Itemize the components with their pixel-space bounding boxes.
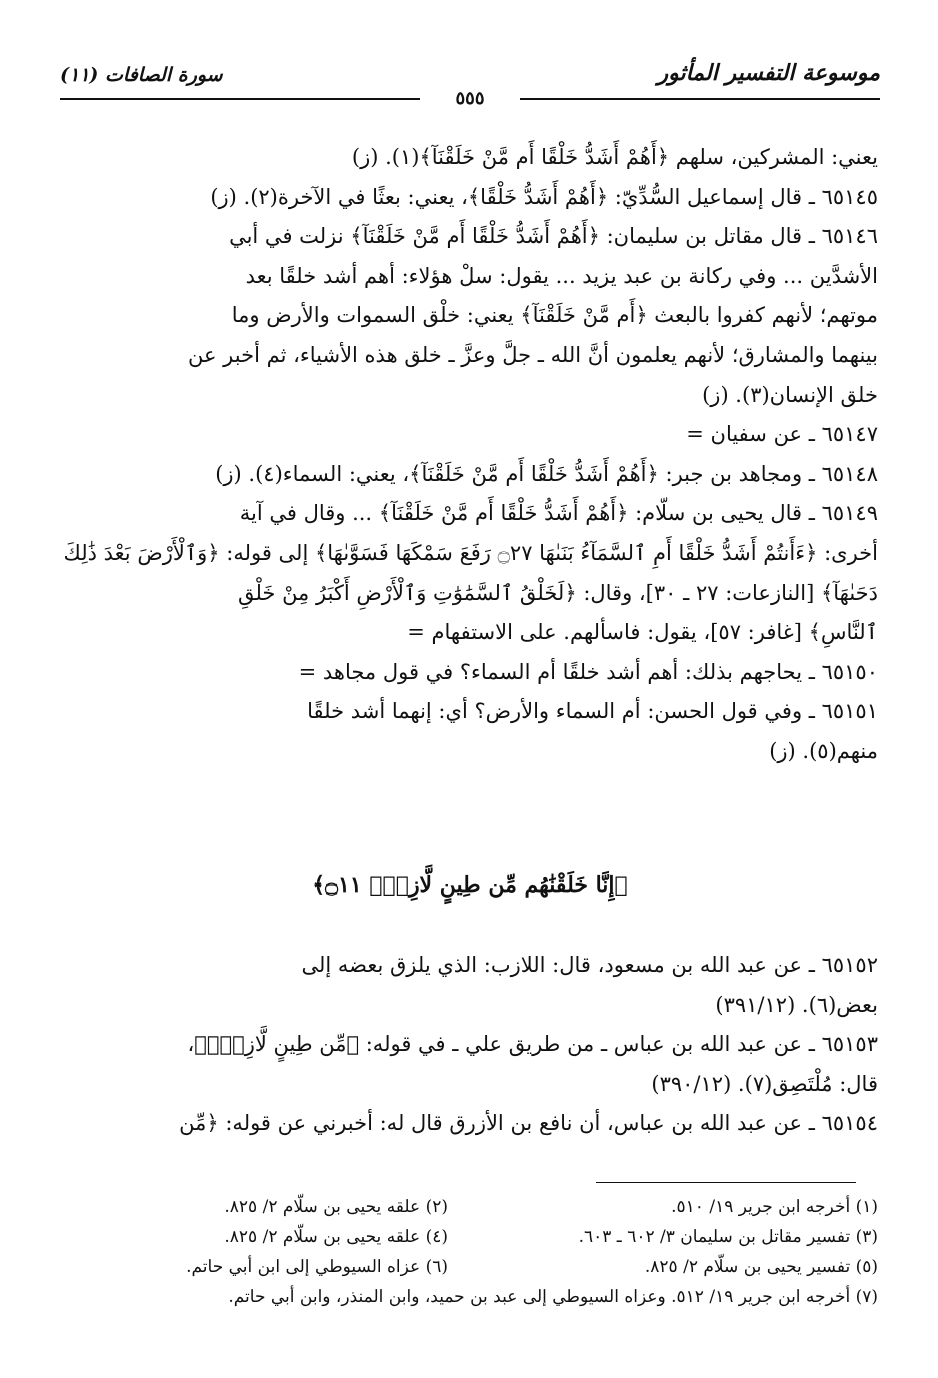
footnote-separator bbox=[596, 1182, 856, 1183]
footnote: (٦) عزاه السيوطي إلى ابن أبي حاتم. bbox=[186, 1257, 448, 1277]
text-line: ٱلنَّاسِ﴾ [غافر: ٥٧]، يقول: فاسألهم. على الاستفهام = bbox=[407, 620, 878, 645]
verse-heading: ﴿إِنَّا خَلَقْنَٰهُم مِّن طِينٍ لَّازِبٍۭ ۝١١﴾ bbox=[312, 872, 628, 898]
footnote: (٤) علقه يحيى بن سلّام ٢/ ٨٢٥. bbox=[224, 1227, 448, 1247]
surah-title: سورة الصافات (١١) bbox=[60, 64, 223, 86]
footnote-row bbox=[62, 1252, 878, 1282]
page-header bbox=[60, 58, 880, 109]
text-line: بعض(٦). (٣٩١/١٢) bbox=[715, 992, 878, 1017]
text-line: دَحَىٰهَآ﴾ [النازعات: ٢٧ ـ ٣٠]، وقال: ﴿لَخَلْقُ ٱلسَّمَٰوَٰتِ وَٱلْأَرْضِ أَكْبَرُ مِنْ خَلْقِ bbox=[237, 580, 878, 605]
text-line: قال: مُلْتَصِق(٧). (٣٩٠/١٢) bbox=[651, 1071, 878, 1096]
text-line: ٦٥١٥١ ـ وفي قول الحسن: أم السماء والأرض؟ أي: إنهما أشد خلقًا bbox=[307, 699, 878, 724]
footnote-row bbox=[62, 1192, 878, 1222]
text-line: خلق الإنسان(٣). (ز) bbox=[702, 382, 878, 407]
text-line: ٦٥١٥٣ ـ عن عبد الله بن عباس ـ من طريق علي ـ في قوله: ﴿مِّن طِينٍ لَّازِبٍۭ﴾، bbox=[187, 1032, 878, 1057]
text-line: الأشدَّين ... وفي ركانة بن عبد يزيد ... يقول: سلْ هؤلاء: أهم أشد خلقًا بعد bbox=[245, 263, 878, 288]
text-line: بينهما والمشارق؛ لأنهم يعلمون أنَّ الله ـ جلَّ وعزَّ ـ خلق هذه الأشياء، ثم أخبر عن bbox=[187, 342, 878, 367]
text-line: ٦٥١٤٩ ـ قال يحيى بن سلّام: ﴿أَهُمْ أَشَدُّ خَلْقًا أَم مَّنْ خَلَقْنَآ﴾ ... وقال في آية bbox=[239, 501, 878, 526]
main-text bbox=[62, 138, 878, 772]
text-line: موتهم؛ لأنهم كفروا بالبعث ﴿أَم مَّنْ خَلَقْنَآ﴾ يعني: خلْق السموات والأرض وما bbox=[231, 303, 878, 328]
footnote-row bbox=[62, 1222, 878, 1252]
footnote: (٣) تفسير مقاتل بن سليمان ٣/ ٦٠٢ ـ ٦٠٣. bbox=[578, 1227, 878, 1247]
footnote: (٥) تفسير يحيى بن سلّام ٢/ ٨٢٥. bbox=[644, 1257, 878, 1277]
text-line: يعني: المشركين، سلهم ﴿أَهُمْ أَشَدُّ خَلْقًا أَم مَّنْ خَلَقْنَآ﴾(١). (ز) bbox=[351, 145, 878, 169]
text-line: ٦٥١٤٧ ـ عن سفيان = bbox=[686, 422, 878, 447]
footnote: (٧) أخرجه ابن جرير ١٩/ ٥١٢. وعزاه السيوطي إلى عبد بن حميد، وابن المنذر، وابن أبي حاتم. bbox=[228, 1287, 878, 1307]
text-line: ٦٥١٥٤ ـ عن عبد الله بن عباس، أن نافع بن الأزرق قال له: أخبرني عن قوله: ﴿مِّن bbox=[179, 1111, 878, 1136]
text-line: ٦٥١٥٠ ـ يحاجهم بذلك: أهم أشد خلقًا أم السماء؟ في قول مجاهد = bbox=[298, 659, 878, 684]
text-line: ٦٥١٥٢ ـ عن عبد الله بن مسعود، قال: اللازب: الذي يلزق بعضه إلى bbox=[301, 953, 878, 977]
text-line: أخرى: ﴿ءَأَنتُمْ أَشَدُّ خَلْقًا أَمِ ٱلسَّمَآءُ بَنَىٰهَا ۝٢٧ رَفَعَ سَمْكَهَا فَسَوَّىٰهَا﴾ إلى قوله: ﴿وَٱلْأَرْضَ بَعْدَ ذَٰلِكَ bbox=[63, 540, 878, 565]
footnotes bbox=[62, 1192, 878, 1312]
text-line: منهم(٥). (ز) bbox=[769, 738, 878, 763]
text-line: ٦٥١٤٥ ـ قال إسماعيل السُّدِّيّ: ﴿أَهُمْ أَشَدُّ خَلْقًا﴾، يعني: بعثًا في الآخرة(٢). (ز) bbox=[210, 184, 878, 209]
text-line: ٦٥١٤٦ ـ قال مقاتل بن سليمان: ﴿أَهُمْ أَشَدُّ خَلْقًا أَم مَّنْ خَلَقْنَآ﴾ نزلت في أبي bbox=[229, 224, 878, 249]
footnote: (١) أخرجه ابن جرير ١٩/ ٥١٠. bbox=[671, 1197, 878, 1217]
page-number: ٥٥٥ bbox=[455, 88, 485, 109]
text-line: ٦٥١٤٨ ـ ومجاهد بن جبر: ﴿أَهُمْ أَشَدُّ خَلْقًا أَم مَّنْ خَلَقْنَآ﴾، يعني: السماء(٤). (ز) bbox=[215, 461, 878, 486]
book-title: موسوعة التفسير المأثور bbox=[657, 60, 880, 86]
footnote: (٢) علقه يحيى بن سلّام ٢/ ٨٢٥. bbox=[224, 1197, 448, 1217]
main-text-continued bbox=[62, 946, 878, 1144]
